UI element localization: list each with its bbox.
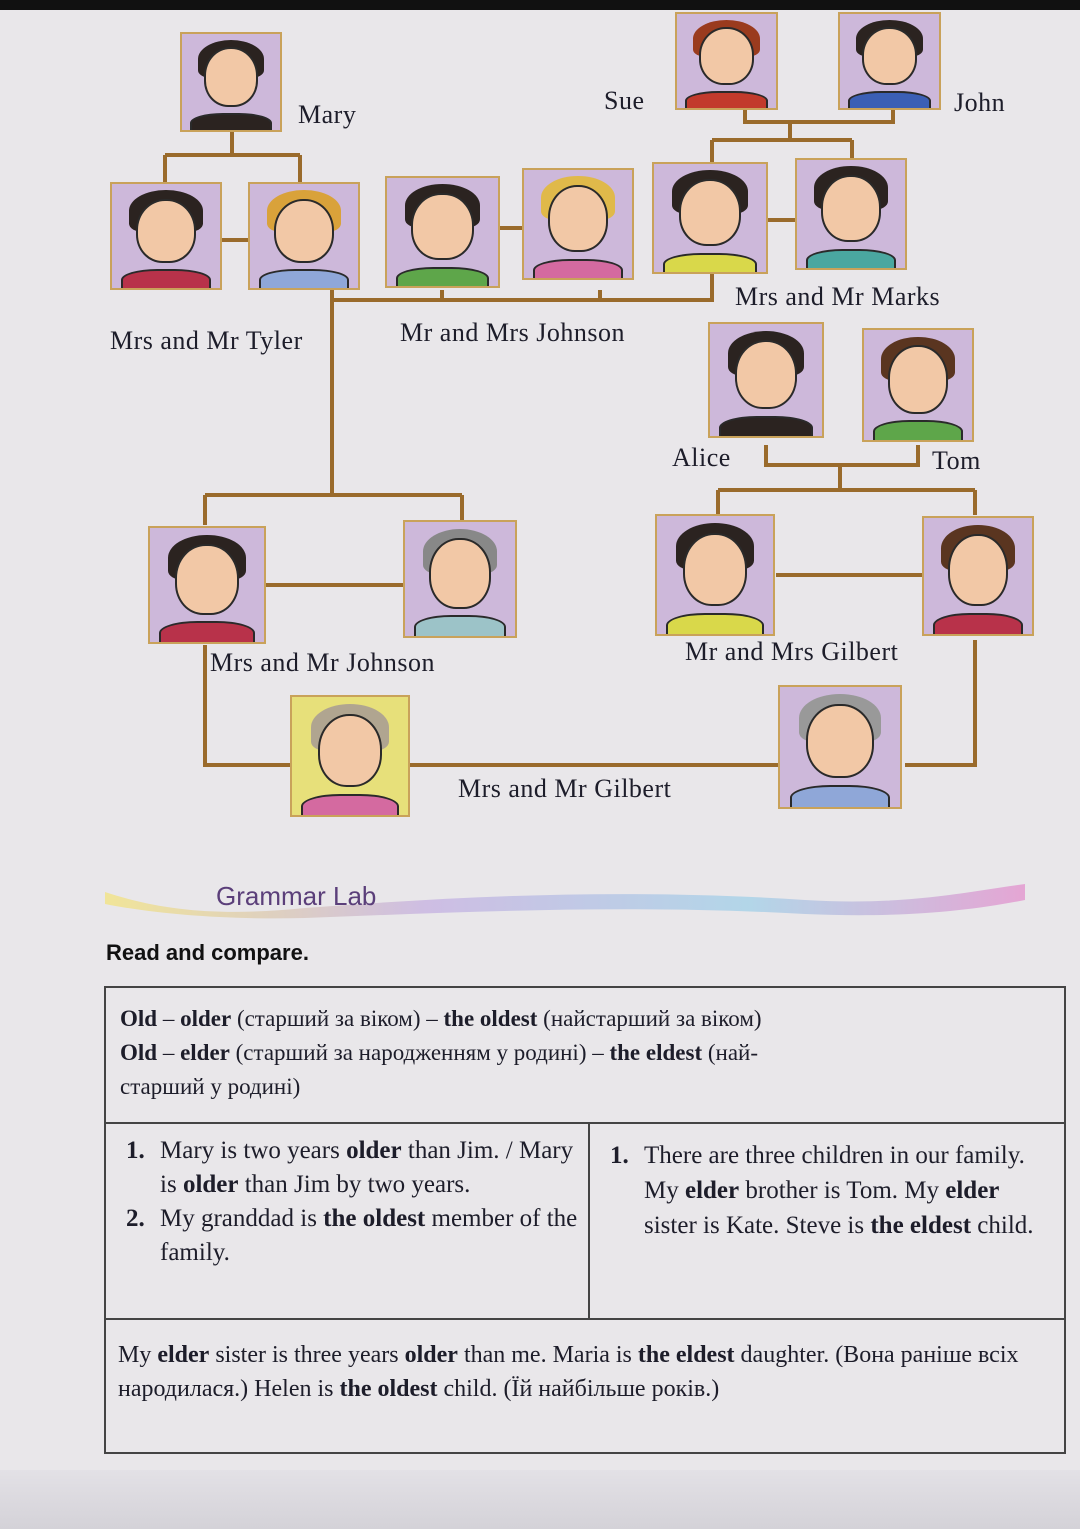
label-alice: Alice xyxy=(672,443,731,472)
portrait-sue xyxy=(675,12,778,110)
portrait-mr-johnson-young xyxy=(385,176,500,288)
definitions-row xyxy=(106,988,1064,1124)
label-johnsons-old: Mrs and Mr Johnson xyxy=(210,648,435,677)
portrait-mrs-gilbert-old xyxy=(290,695,410,817)
portrait-mrs-tyler xyxy=(110,182,222,290)
portrait-alice xyxy=(708,322,824,438)
label-sue: Sue xyxy=(604,86,645,115)
portrait-mr-marks xyxy=(795,158,907,270)
definition-line-1: Old – older (старший за віком) – the oldest (найстарший за віком) xyxy=(120,1006,762,1031)
instruction: Read and compare. xyxy=(106,940,309,965)
portrait-mr-tyler xyxy=(248,182,360,290)
page-bottom-edge xyxy=(0,1470,1080,1529)
label-johnsons-young: Mr and Mrs Johnson xyxy=(400,318,625,347)
example-left-1: 1. Mary is two years older than Jim. / Mary is older than Jim by two years. xyxy=(126,1137,574,1198)
example-right-1: 1. There are three children in our family. My elder brother is Tom. My elder sister is Kate. Steve is the eldest child. xyxy=(610,1142,1034,1239)
portrait-mr-gilbert-old xyxy=(778,685,902,809)
portrait-mrs-johnson-young xyxy=(522,168,634,280)
portrait-mrs-johnson-old xyxy=(148,526,266,644)
examples-left xyxy=(106,1124,590,1320)
label-john: John xyxy=(954,88,1006,117)
label-mary: Mary xyxy=(298,100,357,129)
label-tylers: Mrs and Mr Tyler xyxy=(110,326,303,355)
portrait-mrs-marks xyxy=(652,162,768,274)
definition-line-2: Old – elder (старший за народженням у родині) – the eldest (най- xyxy=(120,1040,759,1065)
label-tom: Tom xyxy=(932,446,981,475)
example-left-2: 2. My granddad is the oldest member of the family. xyxy=(126,1205,578,1266)
portrait-mrs-gilbert-mid xyxy=(922,516,1034,636)
label-marks: Mrs and Mr Marks xyxy=(735,282,941,311)
grammar-lab-title: Grammar Lab xyxy=(216,881,377,911)
examples-right xyxy=(590,1124,1064,1320)
portrait-mr-johnson-old xyxy=(403,520,517,638)
portrait-mary xyxy=(180,32,282,132)
portrait-john xyxy=(838,12,941,110)
label-gilberts-mid: Mr and Mrs Gilbert xyxy=(685,637,899,666)
portrait-mr-gilbert-mid xyxy=(655,514,775,636)
label-gilberts-old: Mrs and Mr Gilbert xyxy=(458,774,672,803)
portrait-tom xyxy=(862,328,974,442)
grammar-table xyxy=(104,986,1066,1454)
bottom-example: My elder sister is three years older than me. Maria is the eldest daughter. (Вона раніше всіх народилася.) Helen is the oldest child. (Їй найбільше років.) xyxy=(118,1342,1019,1402)
definition-line-3: старший у родині) xyxy=(120,1074,301,1099)
